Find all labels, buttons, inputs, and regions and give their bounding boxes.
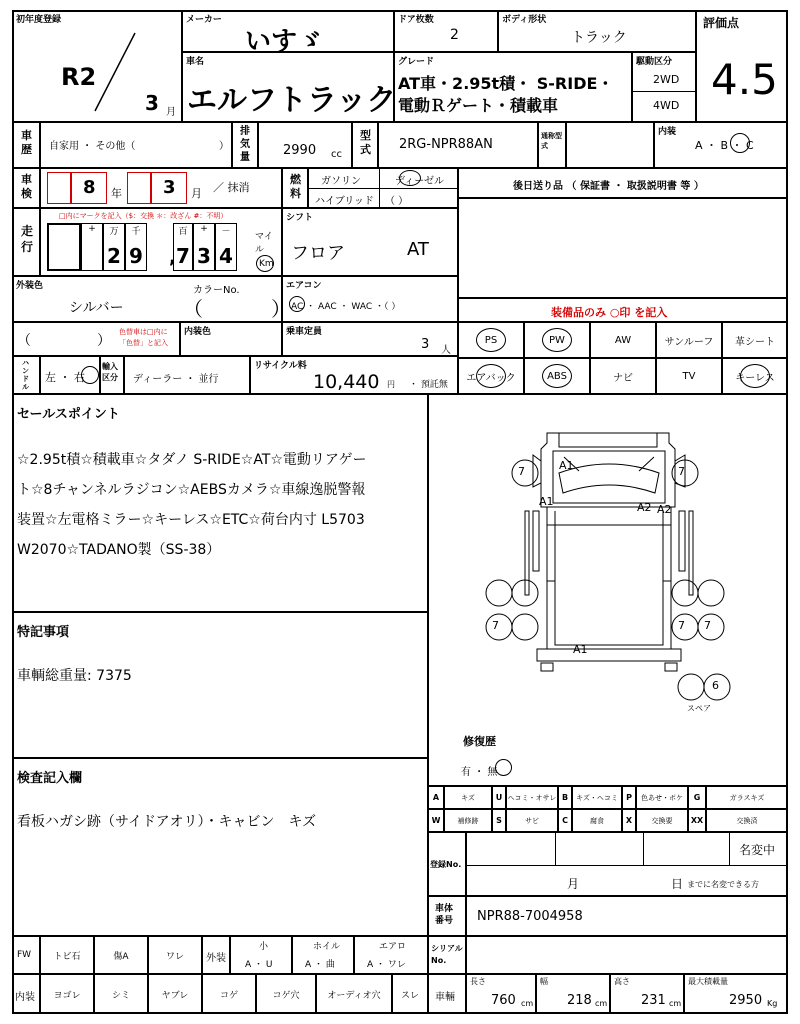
doors-value: 2 bbox=[450, 27, 459, 43]
color-change-close: ） bbox=[97, 333, 111, 349]
repair-history-value: 有 ・ 無 bbox=[461, 767, 498, 778]
handle-label: ハンドル bbox=[22, 359, 29, 391]
fuel-cell bbox=[308, 168, 458, 208]
aircon-circle bbox=[289, 296, 305, 312]
exterior-color: シルバー bbox=[69, 300, 124, 316]
registration-deadline: までに名変できる方 bbox=[687, 880, 759, 889]
odo-digit: 9 bbox=[129, 244, 143, 268]
ext-label-cell bbox=[202, 936, 230, 974]
equipment-label: ABS bbox=[547, 370, 567, 382]
odo-digit: 3 bbox=[197, 244, 211, 268]
serial-label: シリアルNo. bbox=[431, 944, 463, 965]
chassis-label-cell bbox=[428, 896, 466, 936]
dims-label-cell bbox=[428, 974, 466, 1014]
maker-label: メーカー bbox=[186, 15, 222, 25]
interior-item-label: オーディオ穴 bbox=[327, 990, 381, 1001]
shaken-label: 車検 bbox=[21, 173, 32, 200]
sales-point-label: セールスポイント bbox=[17, 407, 120, 422]
int-label: 内装 bbox=[15, 992, 35, 1003]
legend-key-text: A bbox=[432, 793, 440, 802]
inspection-section bbox=[12, 758, 428, 936]
interior-item-label: コゲ穴 bbox=[272, 990, 300, 1001]
equipment-label: PS bbox=[484, 334, 498, 346]
interior-cell bbox=[654, 122, 788, 168]
interior-item bbox=[202, 974, 256, 1014]
spare-label: スペア bbox=[687, 704, 711, 713]
recycle-unit: 円 bbox=[387, 380, 395, 389]
history-label-cell bbox=[12, 122, 40, 168]
legend-value bbox=[444, 786, 492, 809]
odo-digit-box bbox=[173, 223, 193, 271]
seats-unit: 人 bbox=[441, 345, 451, 356]
legend-value bbox=[706, 786, 788, 809]
recycle-deposit: ・ 預託無 bbox=[409, 380, 448, 390]
model-label: 型式 bbox=[360, 129, 371, 156]
odo-digit: 2 bbox=[107, 244, 121, 268]
odo-digit: 7 bbox=[176, 244, 190, 268]
disp-cell bbox=[258, 122, 352, 168]
model-label-cell bbox=[352, 122, 378, 168]
disp-unit: cc bbox=[331, 149, 342, 160]
interior-item bbox=[256, 974, 316, 1014]
registration-day: 日 bbox=[671, 877, 684, 891]
drive-cell bbox=[632, 52, 696, 122]
import-label-cell bbox=[100, 356, 124, 394]
fuel-label-cell bbox=[282, 168, 308, 208]
fw-item bbox=[40, 936, 94, 974]
int-label-cell bbox=[12, 974, 40, 1014]
body-cell bbox=[498, 10, 696, 52]
handle-label-cell bbox=[12, 356, 40, 394]
odo-unit-km: Km bbox=[259, 259, 274, 269]
first-registration-era: R2 bbox=[61, 63, 97, 91]
interior-item-label: スレ bbox=[400, 990, 419, 1001]
shaken-month-box bbox=[127, 172, 151, 204]
legend-value-text: ヘコミ・オサレ bbox=[507, 793, 557, 802]
wheel-cell bbox=[292, 936, 354, 974]
interior-item bbox=[40, 974, 94, 1014]
aero-label: エアロ bbox=[379, 942, 407, 952]
first-registration-month: 3 bbox=[145, 91, 159, 115]
shift-type: フロア bbox=[291, 243, 345, 264]
height-value: 231 bbox=[641, 993, 666, 1008]
width-cell bbox=[536, 974, 610, 1014]
special-label: 特記事項 bbox=[17, 625, 70, 640]
seats-label: 乗車定員 bbox=[286, 327, 323, 337]
serial-label-cell bbox=[428, 936, 466, 974]
chassis-value: NPR88-7004958 bbox=[477, 909, 583, 924]
registration-cell bbox=[466, 832, 788, 896]
car-name-cell bbox=[182, 52, 397, 122]
height-label: 高さ bbox=[614, 977, 630, 986]
interior-grades: A ・ B ・ C bbox=[695, 139, 754, 152]
name-change-label: 名変中 bbox=[739, 843, 776, 857]
legend-key bbox=[492, 809, 506, 832]
disp-label: 排気量 bbox=[240, 126, 250, 163]
recycle-value: 10,440 bbox=[313, 371, 380, 393]
fuel-diesel: ディーゼル bbox=[395, 176, 444, 187]
load-unit: Kg bbox=[767, 999, 778, 1008]
exterior-color-label: 外装色 bbox=[16, 281, 44, 291]
truck-diagram bbox=[429, 395, 789, 787]
aircon-cell bbox=[282, 276, 458, 322]
legend-value-text: サビ bbox=[525, 816, 539, 825]
load-cell bbox=[684, 974, 788, 1014]
legend-value bbox=[572, 786, 622, 809]
doors-label: ドア枚数 bbox=[398, 15, 434, 25]
fuel-other: （ ） bbox=[385, 196, 409, 207]
sales-point-line-2: ト☆8チャンネルラジコン☆AEBSカメラ☆車線逸脱警報 bbox=[17, 482, 366, 498]
legend-key-text: B bbox=[561, 793, 569, 802]
color-no-label: カラーNo. bbox=[193, 285, 240, 296]
odo-label: 走行 bbox=[21, 224, 34, 254]
recycle-cell bbox=[250, 356, 458, 394]
length-label: 長さ bbox=[470, 977, 486, 986]
common-model-label: 通称型式 bbox=[541, 132, 562, 150]
equipment-label: PW bbox=[549, 334, 565, 346]
interior-item bbox=[148, 974, 202, 1014]
odo-cell bbox=[40, 208, 282, 276]
sales-point-line-3: 装置☆左電格ミラー☆キーレス☆ETC☆荷台内寸 L5703 bbox=[17, 512, 365, 528]
grade-line-1: AT車・2.95t積・ S-RIDE・ bbox=[398, 74, 614, 93]
small-label: 小 bbox=[259, 942, 269, 952]
shaken-year: 8 bbox=[83, 177, 96, 198]
odo-unit-mile: マイル bbox=[255, 232, 273, 255]
disp-label-cell bbox=[232, 122, 258, 168]
fuel-diesel-circle bbox=[399, 170, 421, 186]
drive-4wd: 4WD bbox=[653, 99, 680, 112]
odo-comma: , bbox=[169, 247, 176, 268]
mark-a2-mid: A2 bbox=[637, 501, 652, 514]
mark-wheel-7-rear-left: 7 bbox=[492, 619, 499, 632]
mark-a1-top: A1 bbox=[559, 459, 574, 472]
handle-value: 左 ・ 右 bbox=[45, 371, 85, 384]
interior-label: 内装 bbox=[658, 127, 677, 137]
shaken-cell bbox=[40, 168, 282, 208]
mark-spare-6: 6 bbox=[712, 679, 719, 692]
shaken-month: 3 bbox=[163, 177, 176, 198]
fw-item bbox=[148, 936, 202, 974]
equipment-item bbox=[590, 358, 656, 394]
mark-wheel-7-rear-right-2: 7 bbox=[704, 619, 711, 632]
mark-a2-right: A2 bbox=[657, 503, 672, 516]
wheel-label: ホイル bbox=[313, 942, 341, 952]
recycle-label: リサイクル料 bbox=[254, 361, 307, 371]
width-unit: cm bbox=[595, 999, 608, 1008]
equipment-item bbox=[656, 322, 722, 358]
later-items-cell bbox=[458, 168, 788, 198]
legend-value bbox=[506, 786, 558, 809]
length-unit: cm bbox=[521, 999, 534, 1008]
equipment-label: 革シート bbox=[735, 336, 775, 348]
drive-label: 駆動区分 bbox=[636, 57, 673, 67]
history-text: 自家用 ・ その他（ bbox=[49, 141, 136, 152]
odo-digit-head: + bbox=[200, 224, 208, 234]
shaken-month-unit: 月 bbox=[191, 187, 202, 200]
odo-digit-head: + bbox=[88, 224, 96, 234]
load-label: 最大積載量 bbox=[688, 977, 728, 986]
length-value: 760 bbox=[491, 993, 516, 1008]
legend-key-text: X bbox=[625, 816, 633, 825]
registration-label: 登録No. bbox=[430, 860, 462, 869]
odo-digit-box bbox=[81, 223, 103, 271]
legend-value bbox=[636, 786, 688, 809]
legend-key bbox=[688, 786, 706, 809]
legend-value bbox=[706, 809, 788, 832]
legend-value-text: 腐食 bbox=[590, 816, 604, 825]
fw-label-cell bbox=[12, 936, 40, 974]
maker-value: いすゞ bbox=[245, 27, 324, 57]
dims-label: 車輛 bbox=[435, 992, 455, 1003]
import-value: ディーラー ・ 並行 bbox=[133, 374, 219, 385]
interior-color-label: 内装色 bbox=[184, 327, 212, 337]
maker-cell bbox=[182, 10, 394, 57]
inspection-label: 検査記入欄 bbox=[17, 771, 83, 786]
sales-point-section bbox=[12, 394, 428, 612]
sales-point-line-1: ☆2.95t積☆積載車☆タダノ S-RIDE☆AT☆電動リアゲー bbox=[17, 452, 367, 468]
legend-key bbox=[558, 809, 572, 832]
score-value: 4.5 bbox=[711, 55, 778, 104]
chassis-cell bbox=[466, 896, 788, 936]
handle-circle bbox=[81, 366, 99, 384]
odo-digit-head: － bbox=[221, 227, 231, 237]
legend-value-text: キズ・ヘコミ bbox=[576, 793, 618, 802]
load-value: 2950 bbox=[729, 993, 763, 1008]
interior-item-label: シミ bbox=[111, 990, 130, 1001]
interior-item bbox=[316, 974, 392, 1014]
fw-item-label: トビ石 bbox=[53, 951, 81, 962]
small-opts: A ・ U bbox=[245, 960, 273, 970]
legend-key bbox=[558, 786, 572, 809]
color-change-open: （ bbox=[17, 333, 31, 349]
interior-color-cell bbox=[180, 322, 282, 356]
exterior-color-cell bbox=[12, 276, 291, 322]
mark-a1-bottom: A1 bbox=[573, 643, 588, 656]
fw-label: FW bbox=[17, 950, 32, 960]
aero-opts: A ・ ワレ bbox=[367, 960, 406, 970]
handle-cell bbox=[40, 356, 100, 394]
body-value: トラック bbox=[571, 30, 627, 46]
legend-value-text: 色あせ・ボケ bbox=[641, 793, 683, 802]
grade-cell bbox=[394, 52, 632, 122]
odo-digit-box bbox=[215, 223, 237, 271]
history-label: 車歴 bbox=[21, 129, 32, 156]
mark-a1-left: A1 bbox=[539, 495, 554, 508]
repair-history-label: 修復歴 bbox=[463, 735, 496, 748]
first-registration-cell bbox=[12, 10, 182, 122]
legend-value-text: 補修跡 bbox=[457, 816, 479, 825]
seats-value: 3 bbox=[421, 337, 430, 352]
aircon-options: AC ・ AAC ・ WAC ・（ ） bbox=[291, 302, 401, 312]
shaken-year-box bbox=[47, 172, 71, 204]
color-no-close: ） bbox=[271, 297, 291, 321]
legend-value bbox=[506, 809, 558, 832]
legend-value-text: ガラスキズ bbox=[729, 793, 765, 802]
width-value: 218 bbox=[567, 993, 592, 1008]
registration-label-cell bbox=[428, 832, 466, 896]
common-model-label-cell bbox=[538, 122, 566, 168]
equipment-circle bbox=[476, 364, 506, 388]
legend-key-text: XX bbox=[690, 816, 704, 825]
fw-item-label: ワレ bbox=[165, 951, 184, 962]
equipment-item bbox=[590, 322, 656, 358]
shift-cell bbox=[282, 208, 458, 276]
legend-key-text: U bbox=[495, 793, 503, 802]
common-model-cell bbox=[566, 122, 654, 168]
legend-value-text: 交換要 bbox=[651, 816, 673, 825]
interior-item-label: コゲ bbox=[219, 990, 238, 1001]
legend-key-text: W bbox=[431, 816, 441, 825]
small-cell bbox=[230, 936, 292, 974]
mark-wheel-7-front-right: 7 bbox=[678, 465, 685, 478]
fw-item bbox=[94, 936, 148, 974]
color-change-cell bbox=[12, 322, 180, 356]
score-label: 評価点 bbox=[703, 16, 740, 30]
special-section bbox=[12, 612, 428, 758]
equipment-circle bbox=[542, 328, 572, 352]
odo-digit-head: 千 bbox=[131, 227, 141, 237]
later-items-label: 後日送り品 （ 保証書 ・ 取扱説明書 等 ） bbox=[513, 181, 704, 192]
score-cell bbox=[696, 10, 788, 122]
seats-cell bbox=[282, 322, 458, 356]
legend-value bbox=[444, 809, 492, 832]
equipment-label: サンルーフ bbox=[664, 336, 714, 348]
legend-key bbox=[622, 809, 636, 832]
legend-key bbox=[492, 786, 506, 809]
equipment-item bbox=[722, 322, 788, 358]
height-unit: cm bbox=[669, 999, 682, 1008]
interior-item-label: ヨゴレ bbox=[53, 990, 81, 1001]
odo-digit-box bbox=[125, 223, 147, 271]
odo-digit-box bbox=[103, 223, 125, 271]
legend-key-text: G bbox=[693, 793, 701, 802]
import-label: 輸入区分 bbox=[102, 362, 118, 382]
width-label: 幅 bbox=[540, 977, 548, 986]
aircon-label: エアコン bbox=[286, 281, 322, 291]
wheel-opts: A ・ 曲 bbox=[305, 960, 335, 970]
legend-value-text: 交換済 bbox=[736, 816, 758, 825]
model-value: 2RG-NPR88AN bbox=[399, 137, 493, 152]
shift-label: シフト bbox=[286, 213, 314, 223]
grade-label: グレード bbox=[398, 57, 435, 67]
repair-history-circle bbox=[495, 759, 512, 776]
shaken-label-cell bbox=[12, 168, 40, 208]
month-unit: 月 bbox=[166, 107, 176, 118]
mark-wheel-7-front-left: 7 bbox=[518, 465, 525, 478]
first-registration-label: 初年度登録 bbox=[16, 15, 62, 25]
later-items-area bbox=[458, 198, 788, 298]
legend-key-text: P bbox=[626, 793, 632, 802]
height-cell bbox=[610, 974, 684, 1014]
length-cell bbox=[466, 974, 536, 1014]
equipment-circle bbox=[476, 328, 506, 352]
aero-cell bbox=[354, 936, 428, 974]
equipment-label: TV bbox=[682, 370, 696, 382]
body-label: ボディ形状 bbox=[502, 15, 547, 25]
interior-item-label: ヤブレ bbox=[161, 990, 189, 1001]
fw-item-label: 傷A bbox=[113, 951, 129, 962]
equipment-label: エアバック bbox=[466, 372, 516, 384]
interior-grade-circle bbox=[730, 133, 750, 153]
model-cell bbox=[378, 122, 538, 168]
chassis-label: 車体番号 bbox=[435, 904, 454, 926]
equipment-header-cell bbox=[458, 298, 788, 322]
legend-key bbox=[622, 786, 636, 809]
interior-item bbox=[392, 974, 428, 1014]
fuel-label: 燃料 bbox=[290, 173, 301, 200]
fuel-hybrid: ハイブリッド bbox=[315, 196, 374, 207]
car-name-label: 車名 bbox=[186, 57, 205, 67]
doors-cell bbox=[394, 10, 498, 52]
registration-month: 月 bbox=[567, 877, 580, 891]
interior-item bbox=[94, 974, 148, 1014]
grade-line-2: 電動Ｒゲート・積載車 bbox=[398, 96, 559, 115]
serial-cell bbox=[466, 936, 788, 974]
equipment-label: キーレス bbox=[735, 372, 775, 384]
shift-trans: AT bbox=[407, 239, 429, 260]
legend-value bbox=[572, 809, 622, 832]
odo-digit-box bbox=[193, 223, 215, 271]
odo-digit-box bbox=[47, 223, 81, 271]
sales-point-line-4: W2070☆TADANO製（SS-38） bbox=[17, 542, 221, 558]
legend-key-text: S bbox=[496, 816, 502, 825]
legend-key bbox=[428, 786, 444, 809]
equipment-label: ナビ bbox=[613, 372, 633, 384]
special-text: 車輌総重量: 7375 bbox=[17, 668, 132, 684]
ext-label: 外装 bbox=[206, 953, 226, 964]
fuel-gasoline: ガソリン bbox=[321, 176, 361, 187]
equipment-header: 装備品のみ ○印 を記入 bbox=[551, 306, 668, 319]
equipment-circle bbox=[542, 364, 572, 388]
car-name-value: エルフトラック bbox=[187, 83, 397, 118]
history-close: ） bbox=[219, 141, 229, 152]
diagram-section bbox=[428, 394, 788, 786]
legend-value-text: キズ bbox=[461, 793, 475, 802]
equipment-item bbox=[656, 358, 722, 394]
odo-note: □内にマークを記入（$：交換 ＊：改ざん #：不明） bbox=[59, 212, 228, 220]
inspection-text: 看板ハガシ跡（サイドアオリ）・キャビン キズ bbox=[17, 814, 317, 830]
equipment-circle bbox=[740, 364, 770, 388]
odo-digit: 4 bbox=[219, 244, 233, 268]
drive-2wd: 2WD bbox=[653, 73, 680, 86]
color-change-note: 色替車は□内に「色替」と記入 bbox=[119, 328, 168, 347]
odo-digit-head: 万 bbox=[109, 227, 119, 237]
odo-unit-km-circle bbox=[256, 255, 274, 272]
legend-key-text: C bbox=[562, 816, 568, 825]
legend-value bbox=[636, 809, 688, 832]
shaken-year-unit: 年 bbox=[111, 187, 122, 200]
mark-wheel-7-rear-right-1: 7 bbox=[678, 619, 685, 632]
shaken-delete: ／ 抹消 bbox=[213, 181, 250, 194]
history-cell bbox=[40, 122, 232, 168]
odo-label-cell bbox=[12, 208, 40, 276]
legend-key bbox=[428, 809, 444, 832]
color-no-open: （ bbox=[183, 297, 203, 321]
equipment-label: AW bbox=[614, 334, 632, 346]
import-cell bbox=[124, 356, 250, 394]
odo-digit-head: 百 bbox=[178, 227, 188, 237]
legend-key bbox=[688, 809, 706, 832]
disp-value: 2990 bbox=[283, 143, 317, 158]
